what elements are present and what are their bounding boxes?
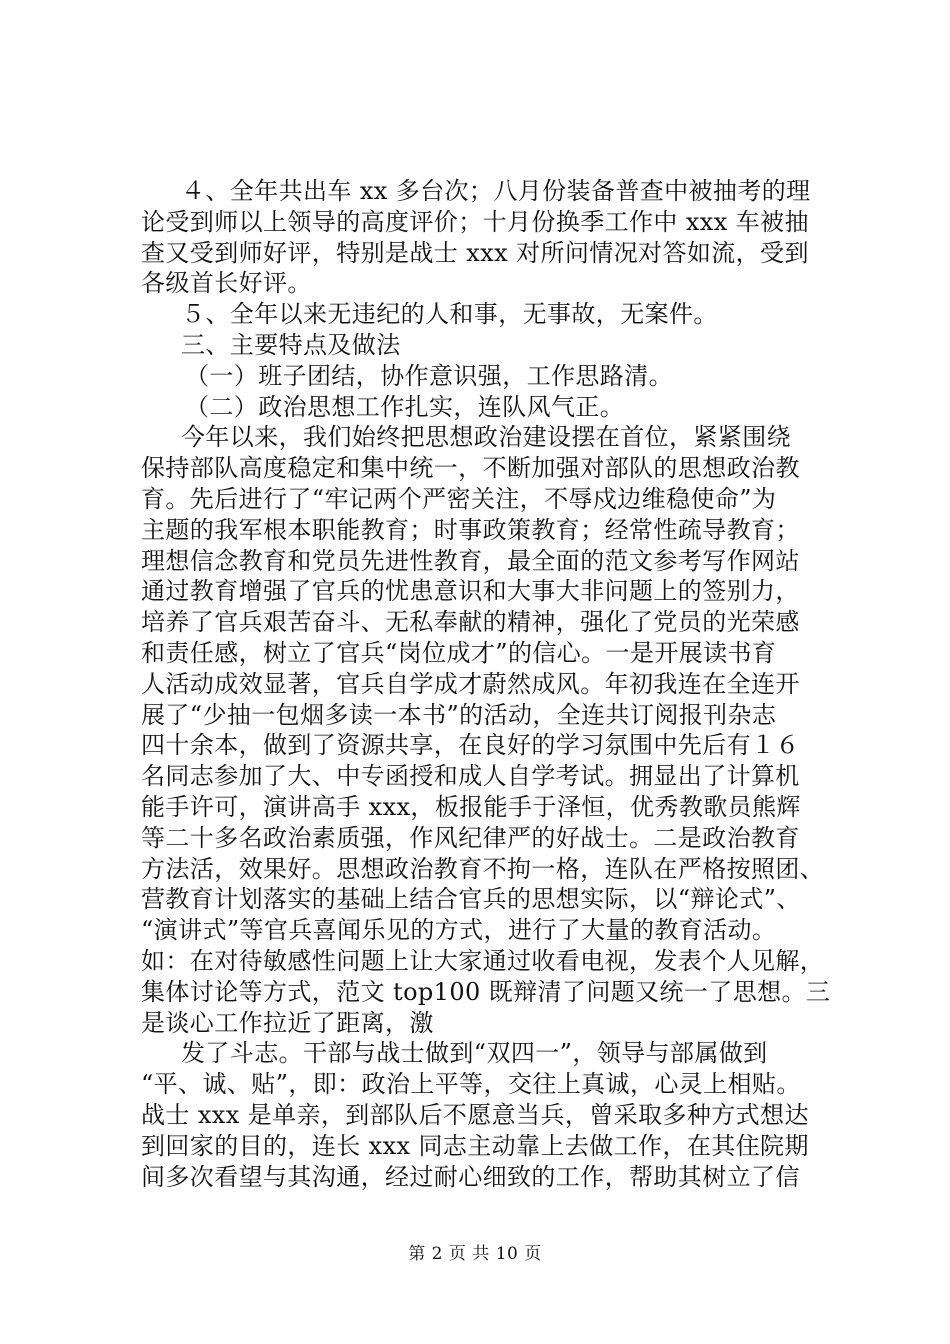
text-line: “平、诚、贴”，即：政治上平等，交往上真诚，心灵上相贴。 [141,1070,801,1099]
text-line: （一）班子团结，协作意识强，工作思路清。 [185,361,673,390]
text-line: 人活动成效显著，官兵自学成才蔚然成风。年初我连在全连开 [141,669,800,698]
text-line: 四十余本，做到了资源共享，在良好的学习氛围中先后有１６ [141,731,800,760]
text-line: 间多次看望与其沟通，经过耐心细致的工作，帮助其树立了信 [141,1162,800,1191]
text-line: 到回家的目的，连长 xxx 同志主动靠上去做工作，在其住院期 [141,1131,809,1160]
document-body [141,176,833,1192]
text-line: ５、全年以来无违纪的人和事，无事故，无案件。 [181,300,718,329]
text-line: 通过教育增强了官兵的忧患意识和大事大非问题上的签别力， [141,577,800,606]
text-line: 培养了官兵艰苦奋斗、无私奉献的精神，强化了党员的光荣感 [141,608,800,637]
text-line: 论受到师以上领导的高度评价；十月份换季工作中 xxx 车被抽 [141,207,809,236]
text-line: 如：在对待敏感性问题上让大家通过收看电视，发表个人见解， [141,946,825,975]
text-line: 是谈心工作拉近了距离，激 [141,1008,434,1037]
page-number: 第 2 页 共 10 页 [408,1244,542,1264]
text-line: 理想信念教育和党员先进性教育，最全面的范文参考写作网站 [141,546,800,575]
text-line: 今年以来，我们始终把思想政治建设摆在首位，紧紧围绕 [181,423,791,452]
text-line: 查又受到师好评，特别是战士 xxx 对所问情况对答如流，受到 [141,238,809,267]
text-line: 战士 xxx 是单亲，到部队后不愿意当兵，曾采取多种方式想达 [141,1100,809,1129]
text-line: 能手许可，演讲高手 xxx，板报能手于泽恒，优秀教歌员熊辉 [141,792,801,821]
text-line: 和责任感，树立了官兵“岗位成才”的信心。一是开展读书育 [141,638,777,667]
text-line: 集体讨论等方式，范文 top100 既辩清了问题又统一了思想。三 [141,977,831,1006]
text-line: 展了“少抽一包烟多读一本书”的活动，全连共订阅报刊杂志 [141,700,777,729]
text-line: （二）政治思想工作扎实，连队风气正。 [185,392,625,421]
text-line: 保持部队高度稳定和集中统一，不断加强对部队的思想政治教 [141,454,800,483]
text-line: 等二十多名政治素质强，作风纪律严的好战士。二是政治教育 [141,823,800,852]
text-line: 育。先后进行了“牢记两个严密关注，不辱戍边维稳使命”为 [141,484,777,513]
text-line: 名同志参加了大、中专函授和成人自学考试。拥显出了计算机 [141,762,800,791]
text-line: 主题的我军根本职能教育；时事政策教育；经常性疏导教育； [141,515,800,544]
text-line: 方法活，效果好。思想政治教育不拘一格，连队在严格按照团、 [141,854,825,883]
text-line: 三、主要特点及做法 [181,330,401,359]
text-line: 各级首长好评。 [141,269,312,298]
text-line: 发了斗志。干部与战士做到“双四一”，领导与部属做到 [181,1039,768,1068]
text-line: ４、全年共出车 xx 多台次；八月份装备普查中被抽考的理 [181,177,811,205]
text-line: 营教育计划落实的基础上结合官兵的思想实际，以“辩论式”、 [141,885,801,914]
text-line: “演讲式”等官兵喜闻乐见的方式，进行了大量的教育活动。 [141,916,777,945]
